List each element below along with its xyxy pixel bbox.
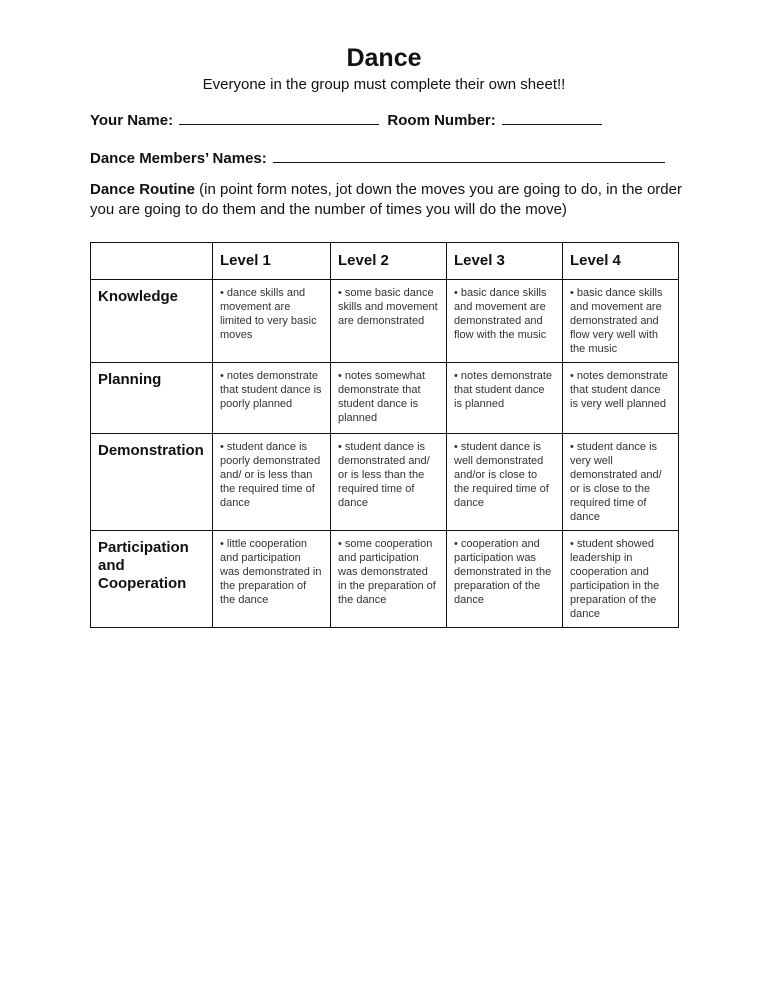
table-row [91,280,679,363]
criterion-participation: Participation and Cooperation [91,531,213,628]
room-number-field[interactable] [502,110,602,125]
table-row [91,363,679,434]
members-label: Dance Members’ Names: [90,150,267,167]
table-row [91,531,679,628]
header-row [91,243,679,280]
page-title: Dance [346,44,422,72]
subtitle: Everyone in the group must complete their own sheet!! [202,76,566,93]
rubric-cell: • notes demonstrate that student dance is very well planned [563,363,679,434]
rubric-cell: • cooperation and participation was demonstrated in the preparation of the dance [447,531,563,628]
criterion-knowledge: Knowledge [91,280,213,363]
header-empty [91,243,213,280]
rubric-cell: • little cooperation and participation was demonstrated in the preparation of the dance [213,531,331,628]
rubric-cell: • student dance is very well demonstrated and/ or is close to the required time of dance [563,434,679,531]
rubric-cell: • notes somewhat demonstrate that student dance is planned [331,363,447,434]
rubric-cell: • student dance is demonstrated and/ or is less than the required time of dance [331,434,447,531]
header-level-4: Level 4 [563,243,679,280]
rubric-table [90,242,679,628]
rubric-cell: • notes demonstrate that student dance is planned [447,363,563,434]
rubric-cell: • basic dance skills and movement are demonstrated and flow with the music [447,280,563,363]
rubric-cell: • student dance is poorly demonstrated and/ or is less than the required time of dance [213,434,331,531]
your-name-label: Your Name: [90,112,174,129]
rubric-cell: • some basic dance skills and movement are demonstrated [331,280,447,363]
rubric-cell: • some cooperation and participation was demonstrated in the preparation of the dance [331,531,447,628]
members-field[interactable] [273,148,665,163]
criterion-planning: Planning [91,363,213,434]
rubric-cell: • student showed leadership in cooperation and participation in the preparation of the dance [563,531,679,628]
name-room-line [90,110,602,129]
header-level-2: Level 2 [331,243,447,280]
table-row [91,434,679,531]
criterion-demonstration: Demonstration [91,434,213,531]
routine-instructions [90,180,690,220]
rubric-cell: • dance skills and movement are limited to very basic moves [213,280,331,363]
routine-text: (in point form notes, jot down the moves you are going to do, in the order you are going to do them and the number of times you will do the move) [90,181,682,218]
rubric-cell: • student dance is well demonstrated and/or is close to the required time of dance [447,434,563,531]
rubric-cell: • basic dance skills and movement are demonstrated and flow very well with the music [563,280,679,363]
members-line [90,148,665,167]
rubric-cell: • notes demonstrate that student dance is poorly planned [213,363,331,434]
routine-label: Dance Routine [90,181,196,198]
room-number-label: Room Number: [387,112,496,129]
header-level-3: Level 3 [447,243,563,280]
your-name-field[interactable] [179,110,379,125]
header-level-1: Level 1 [213,243,331,280]
